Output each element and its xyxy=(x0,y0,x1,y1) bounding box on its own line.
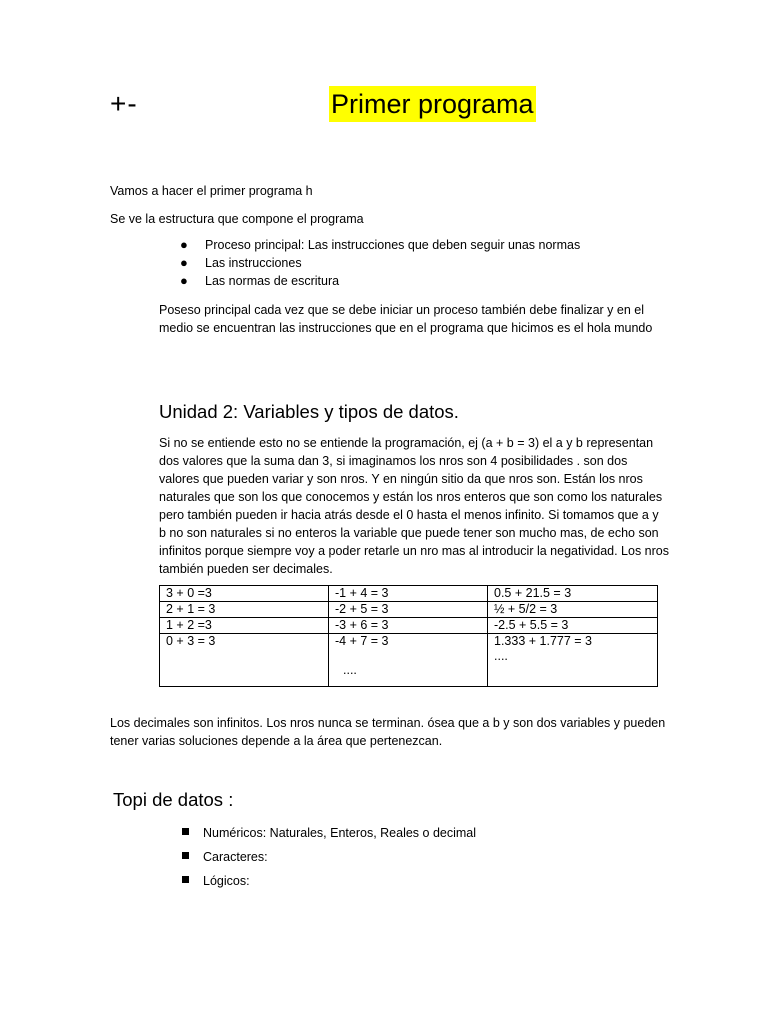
list-item: Caracteres: xyxy=(180,848,476,866)
ellipsis-text: .... xyxy=(494,649,508,663)
list-item: Numéricos: Naturales, Enteros, Reales o decimal xyxy=(180,824,476,842)
square-bullet-icon xyxy=(182,876,189,883)
ellipsis-text: .... xyxy=(343,663,357,677)
table-cell: ½ + 5/2 = 3 xyxy=(488,602,658,618)
table-cell: -1 + 4 = 3 xyxy=(329,586,488,602)
table-cell: -4 + 7 = 3 .... xyxy=(329,634,488,687)
table-row xyxy=(160,602,658,618)
heading-prefix: +- xyxy=(110,88,138,119)
table-cell: 1.333 + 1.777 = 3 .... xyxy=(488,634,658,687)
page-title: Primer programa xyxy=(329,86,536,122)
unit2-heading: Unidad 2: Variables y tipos de datos. xyxy=(159,401,459,422)
intro-line-1: Vamos a hacer el primer programa h xyxy=(110,184,313,198)
data-types-heading: Topi de datos : xyxy=(113,789,234,810)
table-row xyxy=(160,634,658,687)
list-item: Lógicos: xyxy=(180,872,476,890)
table-cell: -2.5 + 5.5 = 3 xyxy=(488,618,658,634)
table-cell: 0.5 + 21.5 = 3 xyxy=(488,586,658,602)
table-cell: 2 + 1 = 3 xyxy=(160,602,329,618)
square-bullet-icon xyxy=(182,828,189,835)
bullet-icon: ● xyxy=(180,237,188,252)
unit2-paragraph: Si no se entiende esto no se entiende la programación, ej (a + b = 3) el a y b representan dos valores que la suma dan 3, si imaginamos los nros son 4 posibilidades . son dos valores que pueden variar y son nros. Y en ningún sitio da que nros son. Están los nros naturales que son los que conocemos y están los nros enteros que son como los naturales pero también pueden ir hacia atrás desde el 0 hasta el menos infinito. Si tomamos que a y b no son naturales si no enteros la variable que puede tener son mucho mas, de echo son infinitos porque siempre voy a poder retarle un nro mas al introducir la negatividad. Los nros también pueden ser decimales. xyxy=(159,436,669,576)
table-row xyxy=(160,618,658,634)
intro-line-2: Se ve la estructura que compone el programa xyxy=(110,212,364,226)
data-types-list xyxy=(180,824,476,896)
table-cell: -3 + 6 = 3 xyxy=(329,618,488,634)
explanation-paragraph: Poseso principal cada vez que se debe iniciar un proceso también debe finalizar y en el medio se encuentran las instrucciones que en el programa que hicimos es el hola mundo xyxy=(159,303,653,335)
bullet-icon: ● xyxy=(180,255,188,270)
table-cell: 1 + 2 =3 xyxy=(160,618,329,634)
square-bullet-icon xyxy=(182,852,189,859)
list-item: ● Las instrucciones xyxy=(180,255,302,270)
sums-table xyxy=(159,585,658,687)
table-cell: 0 + 3 = 3 xyxy=(160,634,329,687)
structure-list xyxy=(180,236,580,290)
decimals-paragraph: Los decimales son infinitos. Los nros nunca se terminan. ósea que a b y son dos variables y pueden tener varias soluciones depende a la área que pertenezcan. xyxy=(110,716,666,748)
table-cell: -2 + 5 = 3 xyxy=(329,602,488,618)
list-item: ● Proceso principal: Las instrucciones que deben seguir unas normas xyxy=(180,237,581,252)
bullet-icon: ● xyxy=(180,273,188,288)
table-row xyxy=(160,586,658,602)
list-item: ● Las normas de escritura xyxy=(180,273,340,288)
table-cell: 3 + 0 =3 xyxy=(160,586,329,602)
